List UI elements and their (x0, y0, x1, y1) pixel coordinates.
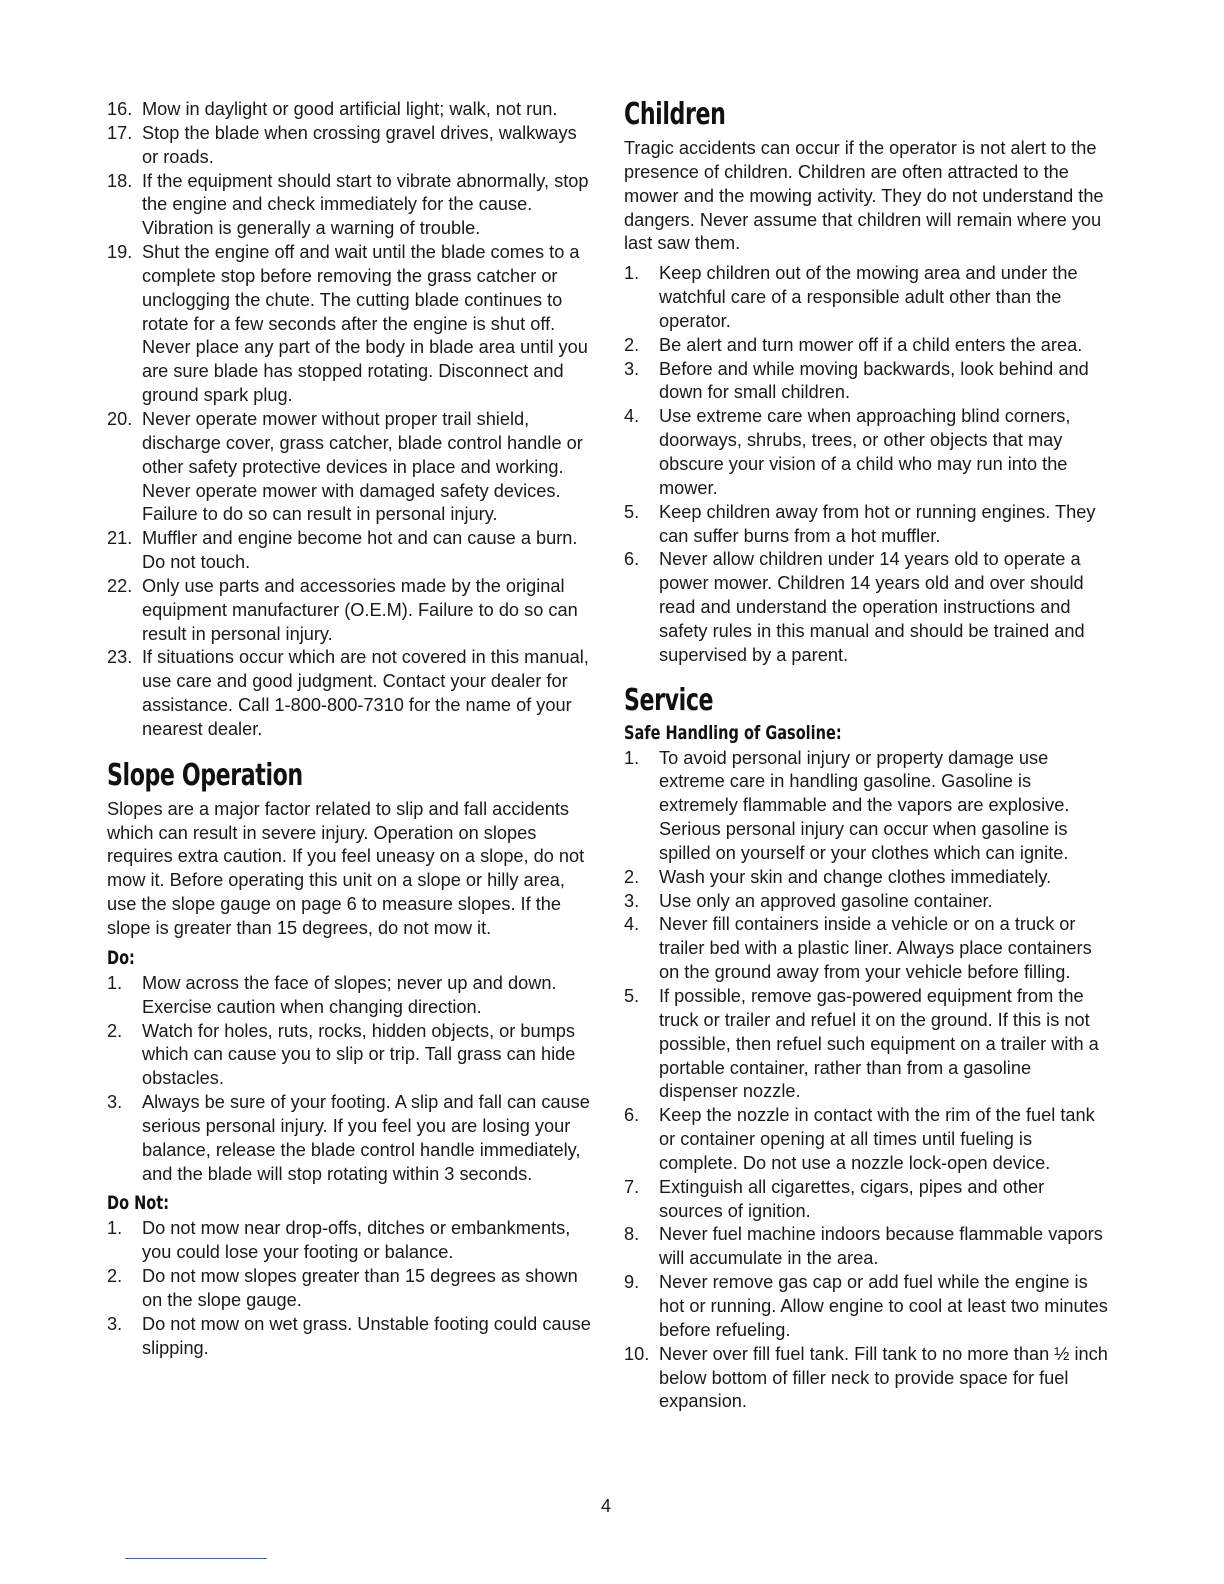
list-item (624, 1271, 1108, 1343)
slope-operation-heading: Slope Operation (107, 757, 303, 793)
list-item-text: Stop the blade when crossing gravel drives, walkways or roads. (142, 122, 577, 167)
list-item (624, 747, 1108, 866)
list-item-number: 3. (624, 890, 640, 911)
list-item-number: 18. (107, 170, 133, 191)
do-heading: Do: (107, 946, 135, 969)
list-item-number: 22. (107, 575, 133, 596)
list-item-number: 4. (624, 406, 640, 427)
list-item (107, 1217, 591, 1265)
list-item-text: Never fuel machine indoors because flammable vapors will accumulate in the area. (659, 1224, 1103, 1269)
list-item-number: 6. (624, 1105, 640, 1126)
list-item-text: Never allow children under 14 years old to operate a power mower. Children 14 years old and over should read and understand the operation instructions and safety rules in this manual and should be trained and supervised by a parent. (659, 549, 1085, 665)
list-item (624, 405, 1108, 500)
list-item-number: 3. (107, 1092, 123, 1113)
list-item (624, 985, 1108, 1104)
list-item (107, 98, 591, 122)
list-item (624, 1343, 1108, 1415)
list-item (624, 548, 1108, 667)
list-item-text: Never over fill fuel tank. Fill tank to no more than ½ inch below bottom of filler neck to provide space for fuel expansion. (659, 1343, 1108, 1412)
list-item-number: 2. (107, 1020, 123, 1041)
list-item-text: Never operate mower without proper trail shield, discharge cover, grass catcher, blade control handle or other safety protective devices in place and working. Never operate mower with damaged safety devices. Failure to do so can result in personal injury. (142, 408, 583, 525)
list-item-number: 2. (624, 334, 640, 355)
list-item-text: Shut the engine off and wait until the blade comes to a complete stop before removing the grass catcher or unclogging the chute. The cutting blade continues to rotate for a few seconds after the engine is shut off. Never place any part of the body in blade area until you are sure blade has stopped rotating. Disconnect and ground spark plug. (142, 242, 588, 406)
list-item-text: Do not mow on wet grass. Unstable footing could cause slipping. (142, 1313, 591, 1358)
list-item (624, 262, 1108, 334)
list-item (107, 1265, 591, 1313)
list-item (107, 241, 591, 408)
list-item-text: Keep the nozzle in contact with the rim of the fuel tank or container opening at all times until fueling is complete. Do not use a nozzle lock-open device. (659, 1105, 1095, 1173)
service-heading: Service (624, 682, 714, 718)
list-item (107, 575, 591, 647)
list-item-text: Never fill containers inside a vehicle or on a truck or trailer bed with a plastic liner. Always place containers on the ground away from your vehicle before filling. (659, 914, 1092, 983)
list-item-number: 2. (107, 1266, 123, 1287)
list-item-text: Mow in daylight or good artificial light; walk, not run. (142, 99, 558, 119)
list-item (624, 890, 1108, 914)
list-item-number: 3. (624, 358, 640, 379)
list-item-number: 10. (624, 1343, 650, 1364)
list-item-number: 1. (624, 747, 640, 768)
list-item (624, 1176, 1108, 1224)
list-item-number: 5. (624, 986, 640, 1006)
footer-rule (125, 1558, 267, 1559)
list-item-number: 2. (624, 866, 640, 887)
list-item-text: Be alert and turn mower off if a child enters the area. (659, 334, 1083, 355)
list-item (107, 646, 591, 741)
list-item (107, 408, 591, 527)
list-item-number: 19. (107, 242, 133, 263)
list-item-text: Use extreme care when approaching blind corners, doorways, shrubs, trees, or other objects that may obscure your vision of a child who may run into the mower. (659, 406, 1071, 498)
list-item-text: Keep children out of the mowing area and under the watchful care of a responsible adult other than the operator. (659, 263, 1078, 331)
list-item-number: 21. (107, 528, 133, 549)
page-number: 4 (600, 1496, 611, 1516)
list-item-text: Wash your skin and change clothes immediately. (659, 866, 1052, 887)
list-item-text: Do not mow near drop-offs, ditches or embankments, you could lose your footing or balance. (142, 1218, 571, 1263)
list-item-text: Watch for holes, ruts, rocks, hidden objects, or bumps which can cause you to slip or trip. Tall grass can hide obstacles. (142, 1020, 576, 1089)
gasoline-subheading: Safe Handling of Gasoline: (624, 721, 842, 744)
list-item-number: 9. (624, 1272, 640, 1293)
list-item (107, 1020, 591, 1092)
list-item-text: Use only an approved gasoline container. (659, 890, 993, 911)
do-not-heading: Do Not: (107, 1192, 170, 1215)
list-item (624, 1104, 1108, 1176)
list-item (624, 334, 1108, 358)
list-item-text: Never remove gas cap or add fuel while the engine is hot or running. Allow engine to cool at least two minutes before refueling. (659, 1272, 1108, 1340)
list-item-text: Extinguish all cigarettes, cigars, pipes and other sources of ignition. (659, 1176, 1045, 1221)
list-item-number: 16. (107, 99, 133, 119)
list-item-number: 5. (624, 501, 640, 522)
list-item-text: If the equipment should start to vibrate abnormally, stop the engine and check immediately for the cause. Vibration is generally a warning of trouble. (142, 170, 589, 239)
list-item-number: 20. (107, 408, 133, 429)
list-item (107, 1091, 591, 1186)
list-item (624, 501, 1108, 549)
list-item-text: Do not mow slopes greater than 15 degrees as shown on the slope gauge. (142, 1266, 578, 1310)
do-not-list (107, 1217, 591, 1360)
children-intro: Tragic accidents can occur if the operator is not alert to the presence of children. Children are often attracted to the mower and the mowing activity. They do not understand the dangers. Never assume that children will remain where you last saw them. (624, 138, 1104, 254)
list-item-text: Always be sure of your footing. A slip and fall can cause serious personal injury. If you feel you are losing your balance, release the blade control handle immediately, and the blade will stop rotating within 3 seconds. (142, 1092, 590, 1184)
children-heading: Children (624, 97, 726, 132)
gasoline-list (624, 747, 1108, 1415)
do-list (107, 972, 591, 1187)
list-item-text: Only use parts and accessories made by the original equipment manufacturer (O.E.M). Failure to do so can result in personal injury. (142, 575, 578, 644)
list-item (624, 358, 1108, 406)
list-item-number: 4. (624, 914, 640, 935)
list-item-number: 23. (107, 647, 133, 668)
list-item (107, 527, 591, 575)
list-item-text: Muffler and engine become hot and can cause a burn. Do not touch. (142, 528, 578, 573)
safety-rules-list (107, 98, 591, 742)
list-item-number: 1. (107, 1218, 123, 1239)
list-item-number: 1. (107, 972, 123, 993)
list-item (107, 122, 591, 170)
children-list (624, 262, 1108, 667)
list-item-number: 1. (624, 263, 640, 284)
list-item (624, 913, 1108, 985)
right-column (624, 98, 1108, 1414)
list-item (107, 972, 591, 1020)
left-column (107, 98, 591, 1361)
list-item-number: 7. (624, 1176, 640, 1197)
list-item-text: If possible, remove gas-powered equipment from the truck or trailer and refuel it on the ground. If this is not possible, then refuel such equipment on a trailer with a portable container, rather than from a gasoline dispenser nozzle. (659, 986, 1099, 1102)
slope-operation-intro: Slopes are a major factor related to slip and fall accidents which can result in severe injury. Operation on slopes requires extra caution. If you feel uneasy on a slope, do not mow it. Before operating this unit on a slope or hilly area, use the slope gauge on page 6 to measure slopes. If the slope is greater than 15 degrees, do not mow it. (107, 798, 585, 938)
list-item-number: 6. (624, 549, 640, 570)
list-item (624, 1223, 1108, 1271)
list-item-number: 8. (624, 1224, 640, 1245)
list-item-text: If situations occur which are not covered in this manual, use care and good judgment. Contact your dealer for assistance. Call 1-800-800-7310 for the name of your nearest dealer. (142, 647, 589, 739)
list-item-text: Keep children away from hot or running engines. They can suffer burns from a hot muffler. (659, 501, 1096, 546)
list-item-text: To avoid personal injury or property damage use extreme care in handling gasoline. Gasoline is extremely flammable and the vapors are explosive. Serious personal injury can occur when gasoline is spilled on yourself or your clothes which can ignite. (659, 747, 1070, 863)
list-item (107, 170, 591, 242)
list-item-number: 3. (107, 1313, 123, 1334)
list-item (107, 1313, 591, 1361)
list-item-text: Mow across the face of slopes; never up and down. Exercise caution when changing direction. (142, 972, 557, 1017)
list-item (624, 866, 1108, 890)
list-item-number: 17. (107, 122, 133, 143)
list-item-text: Before and while moving backwards, look behind and down for small children. (659, 358, 1089, 403)
